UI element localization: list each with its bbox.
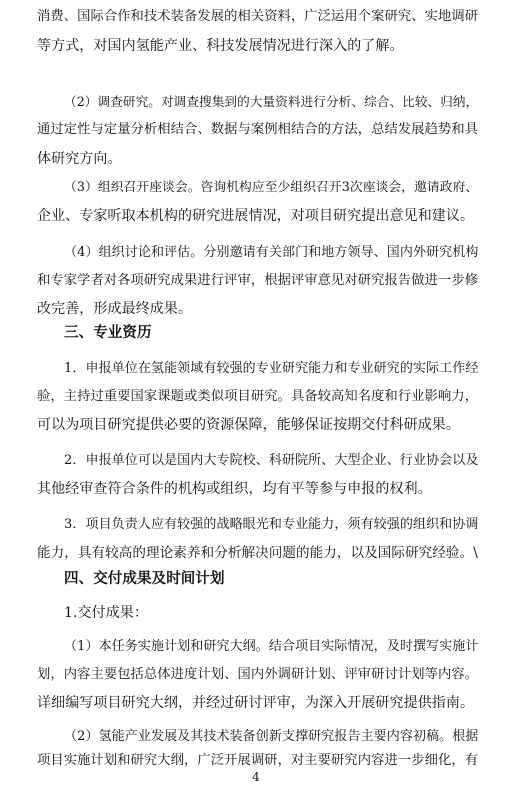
text-line: 等方式，对国内氢能产业、科技发展情况进行深入的了解。 [37,38,404,54]
text-line: 消费、国际合作和技术装备发展的相关资料，广泛运用个案研究、实地调研 [37,9,479,24]
section-heading: 四、交付成果及时间计划 [64,571,225,587]
text-line: （4）组织讨论和评估。分别邀请有关部门和地方领导、国内外研究机构 [64,245,479,260]
text-line: 2．申报单位可以是国内大专院校、科研院所、大型企业、行业协会以及 [64,453,479,468]
text-line: 项目实施计划和研究大纲，广泛开展调研，对主要研究内容进一步细化，有 [37,753,479,768]
text-line: 可以为项目研究提供必要的资源保障，能够保证按期交付科研成果。 [37,417,460,433]
text-line: 改完善，形成最终成果。 [37,301,193,317]
text-line: 1.交付成果： [64,605,149,621]
text-line: 划，内容主要包括总体进度计划、国内外调研计划、评审研讨计划等内容。 [37,667,479,682]
text-line: 体研究方向。 [37,151,122,167]
text-line: （3）组织召开座谈会。咨询机构应至少组织召开3次座谈会，邀请政府、 [64,180,479,195]
text-line: （1）本任务实施计划和研究大纲。结合项目实际情况，及时撰写实施计 [64,639,479,654]
text-line: 企业、专家听取本机构的研究进展情况，对项目研究提出意见和建议。 [37,208,475,224]
text-line: 通过定性与定量分析相结合、数据与案例相结合的方法，总结发展趋势和具 [37,122,479,137]
text-line: 验，主持过重要国家课题或类似项目研究。具备较高知名度和行业影响力， [37,389,479,404]
text-line: 和专家学者对各项研究成果进行评审，根据评审意见对研究报告做进一步修 [37,273,479,288]
text-line: （2）调查研究。对调查搜集到的大量资料进行分析、综合、比较、归纳， [64,94,479,109]
text-line: 能力，具有较高的理论素养和分析解决问题的能力，以及国际研究经验。\ [37,545,478,561]
text-line: （2）氢能产业发展及其技术装备创新支撑研究报告主要内容初稿。根据 [64,729,479,744]
section-heading: 三、专业资历 [64,325,152,341]
text-line: 详细编写项目研究大纲，并经过研讨评审，为深入开展研究提供指南。 [37,695,475,711]
text-line: 3．项目负责人应有较强的战略眼光和专业能力，须有较强的组织和协调 [64,517,479,532]
text-line: 其他经审查符合条件的机构或组织，均有平等参与申报的权利。 [37,481,432,497]
page-number: 4 [252,770,260,784]
text-line: 1．申报单位在氢能领域有较强的专业研究能力和专业研究的实际工作经 [64,361,479,376]
